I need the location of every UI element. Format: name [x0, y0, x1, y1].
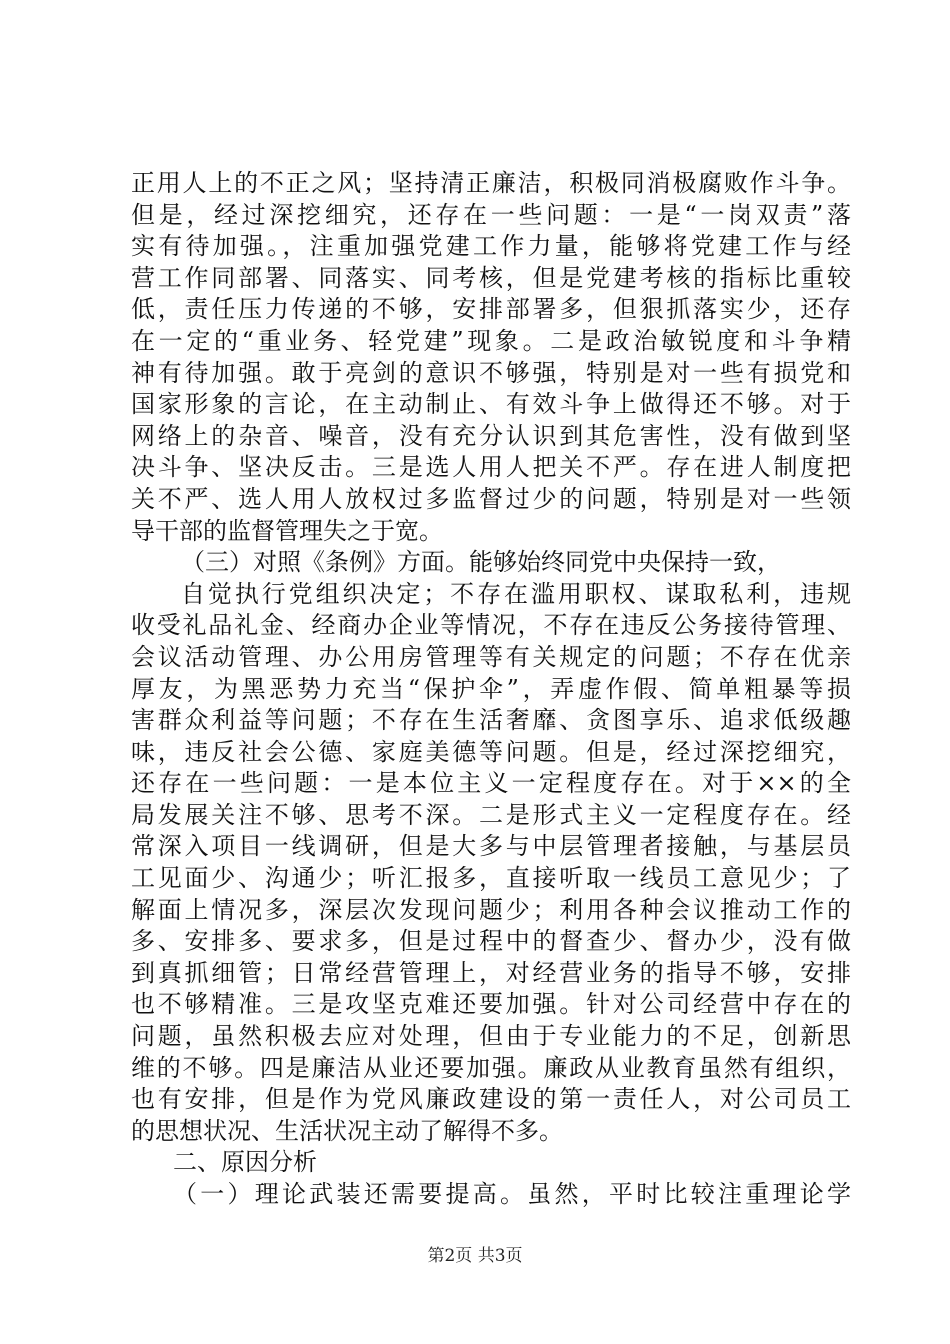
text-line: 工见面少、沟通少；听汇报多，直接听取一线员工意见少；了 — [131, 864, 851, 893]
text-line: 味，违反社会公德、家庭美德等问题。但是，经过深挖细究， — [131, 737, 851, 766]
text-line: 也不够精准。三是攻坚克难还要加强。针对公司经营中存在的 — [131, 990, 851, 1019]
text-line: 正用人上的不正之风；坚持清正廉洁，积极同消极腐败作斗争。 — [131, 169, 851, 197]
text-line: 导干部的监督管理失之于宽。 — [131, 516, 443, 545]
text-line: 多、安排多、要求多，但是过程中的督查少、督办少，没有做 — [131, 927, 851, 956]
text-line: 神有待加强。敢于亮剑的意识不够强，特别是对一些有损党和 — [131, 358, 851, 387]
text-line: 的思想状况、生活状况主动了解得不多。 — [131, 1116, 563, 1145]
text-line: 收受礼品礼金、经商办企业等情况，不存在违反公务接待管理、 — [131, 611, 851, 640]
text-line: 关不严、选人用人放权过多监督过少的问题，特别是对一些领 — [131, 484, 851, 513]
text-line: 国家形象的言论，在主动制止、有效斗争上做得还不够。对于 — [131, 390, 851, 419]
text-line: 害群众利益等问题；不存在生活奢靡、贪图享乐、追求低级趣 — [131, 706, 851, 735]
text-line: 维的不够。四是廉洁从业还要加强。廉政从业教育虽然有组织， — [131, 1053, 851, 1082]
text-line: 自觉执行党组织决定；不存在滥用职权、谋取私利，违规 — [181, 579, 851, 608]
text-line: 网络上的杂音、噪音，没有充分认识到其危害性，没有做到坚 — [131, 421, 851, 450]
text-line: 厚友，为黑恶势力充当“保护伞”，弄虚作假、简单粗暴等损 — [131, 674, 851, 703]
text-line: 但是，经过深挖细究，还存在一些问题：一是“一岗双责”落 — [131, 200, 851, 229]
body-text — [131, 168, 851, 1211]
section-heading: （三）对照《条例》方面。能够始终同党中央保持一致， — [181, 548, 781, 577]
text-line: 到真抓细管；日常经营管理上，对经营业务的指导不够，安排 — [131, 958, 851, 987]
text-line: 问题，虽然积极去应对处理，但由于专业能力的不足，创新思 — [131, 1022, 851, 1051]
text-line: 常深入项目一线调研，但是大多与中层管理者接触，与基层员 — [131, 832, 851, 861]
subsection-heading: （一）理论武装还需要提高。虽然，平时比较注重理论学 — [173, 1180, 851, 1208]
page-number-footer: 第2页 共3页 — [427, 1246, 523, 1266]
text-line: 低，责任压力传递的不够，安排部署多，但狠抓落实少，还存 — [131, 295, 851, 324]
text-line: 解面上情况多，深层次发现问题少；利用各种会议推动工作的 — [131, 895, 851, 924]
text-line: 在一定的“重业务、轻党建”现象。二是政治敏锐度和斗争精 — [131, 326, 851, 355]
text-line: 也有安排，但是作为党风廉政建设的第一责任人，对公司员工 — [131, 1085, 851, 1114]
text-line: 还存在一些问题：一是本位主义一定程度存在。对于××的全 — [131, 769, 851, 798]
text-line: 局发展关注不够、思考不深。二是形式主义一定程度存在。经 — [131, 800, 851, 829]
text-line: 营工作同部署、同落实、同考核，但是党建考核的指标比重较 — [131, 263, 851, 292]
text-line: 会议活动管理、办公用房管理等有关规定的问题；不存在优亲 — [131, 642, 851, 671]
text-line: 实有待加强。，注重加强党建工作力量，能够将党建工作与经 — [131, 232, 851, 261]
section-heading: 二、原因分析 — [173, 1148, 317, 1177]
text-line: 决斗争、坚决反击。三是选人用人把关不严。存在进人制度把 — [131, 453, 851, 482]
